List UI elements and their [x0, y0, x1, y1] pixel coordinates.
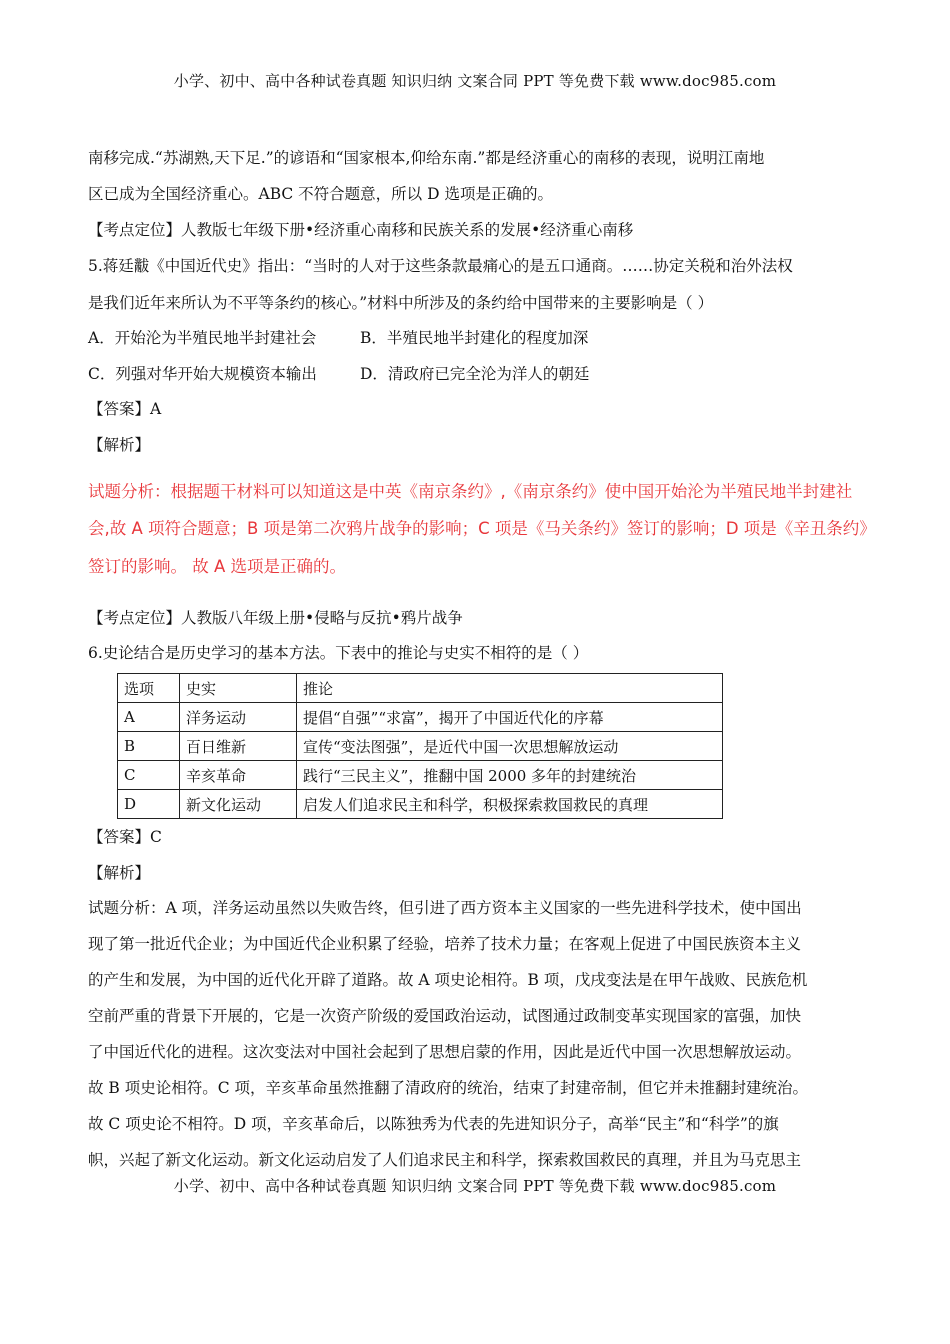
table-header-cell: 推论 — [297, 674, 723, 703]
table-cell: 提倡“自强”“求富”，揭开了中国近代化的序幕 — [297, 703, 723, 732]
q5-answer: 【答案】A — [88, 400, 162, 418]
table-cell: 新文化运动 — [180, 790, 297, 819]
q6-analysis-line: 试题分析：A 项，洋务运动虽然以失败告终，但引进了西方资本主义国家的一些先进科学技术，使中国出 — [88, 899, 802, 917]
q5-kaodian: 【考点定位】人教版八年级上册•侵略与反抗•鸦片战争 — [88, 609, 463, 627]
table-cell: 百日维新 — [180, 732, 297, 761]
q5-analysis-line-2: 会,故 A 项符合题意；B 项是第二次鸦片战争的影响；C 项是《马关条约》签订的影响；D 项是《辛丑条约》 — [88, 519, 876, 538]
table-cell: 践行“三民主义”，推翻中国 2000 多年的封建统治 — [297, 761, 723, 790]
q5-stem-line-2: 是我们近年来所认为不平等条约的核心。”材料中所涉及的条约给中国带来的主要影响是（ ） — [88, 294, 714, 312]
q5-option-c: C．列强对华开始大规模资本输出 — [88, 365, 317, 383]
table-cell: 宣传“变法图强”，是近代中国一次思想解放运动 — [297, 732, 723, 761]
q6-analysis-line: 的产生和发展，为中国的近代化开辟了道路。故 A 项史论相符。B 项，戊戌变法是在甲午战败、民族危机 — [88, 971, 808, 989]
table-cell: 辛亥革命 — [180, 761, 297, 790]
table-cell: D — [118, 790, 180, 819]
q5-option-b: B．半殖民地半封建化的程度加深 — [360, 329, 589, 347]
table-cell: A — [118, 703, 180, 732]
q5-analysis-label: 【解析】 — [88, 436, 151, 454]
q6-answer: 【答案】C — [88, 828, 162, 846]
q6-analysis-line: 故 C 项史论不相符。D 项，辛亥革命后，以陈独秀为代表的先进知识分子，高举“民主”和“科学”的旗 — [88, 1115, 779, 1133]
page-header: 小学、初中、高中各种试卷真题 知识归纳 文案合同 PPT 等免费下载 www.doc985.com — [173, 72, 777, 90]
prev-text-line-2: 区已成为全国经济重心。ABC 不符合题意，所以 D 选项是正确的。 — [88, 185, 553, 203]
q6-analysis-label: 【解析】 — [88, 864, 151, 882]
q5-stem-line-1: 5.蒋廷黻《中国近代史》指出：“当时的人对于这些条款最痛心的是五口通商。……协定关税和治外法权 — [88, 257, 793, 275]
table-row — [118, 790, 723, 819]
q5-option-d: D．清政府已完全沦为洋人的朝廷 — [360, 365, 590, 383]
q6-analysis-line: 现了第一批近代企业；为中国近代企业积累了经验，培养了技术力量；在客观上促进了中国民族资本主义 — [88, 935, 802, 953]
prev-text-line-1: 南移完成.“苏湖熟,天下足.”的谚语和“国家根本,仰给东南.”都是经济重心的南移的表现，说明江南地 — [88, 149, 765, 167]
table-header-cell: 史实 — [180, 674, 297, 703]
table-header-cell: 选项 — [118, 674, 180, 703]
q5-option-a: A．开始沦为半殖民地半封建社会 — [88, 329, 317, 347]
page-footer: 小学、初中、高中各种试卷真题 知识归纳 文案合同 PPT 等免费下载 www.doc985.com — [173, 1177, 777, 1195]
table-cell: C — [118, 761, 180, 790]
table-cell: B — [118, 732, 180, 761]
table-header-row — [118, 674, 723, 703]
table-row — [118, 703, 723, 732]
q6-stem: 6.史论结合是历史学习的基本方法。下表中的推论与史实不相符的是（ ） — [88, 644, 589, 662]
q5-analysis-line-1: 试题分析：根据题干材料可以知道这是中英《南京条约》,《南京条约》使中国开始沦为半殖民地半封建社 — [88, 482, 853, 501]
history-table — [117, 673, 723, 819]
q6-analysis-line: 故 B 项史论相符。C 项，辛亥革命虽然推翻了清政府的统治，结束了封建帝制，但它并未推翻封建统治。 — [88, 1079, 809, 1097]
table-cell: 洋务运动 — [180, 703, 297, 732]
q6-analysis-line: 了中国近代化的进程。这次变法对中国社会起到了思想启蒙的作用，因此是近代中国一次思想解放运动。 — [88, 1043, 802, 1061]
q5-analysis-line-3: 签订的影响。 故 A 选项是正确的。 — [88, 557, 347, 576]
q6-analysis-line: 空前严重的背景下开展的，它是一次资产阶级的爱国政治运动，试图通过政制变革实现国家的富强，加快 — [88, 1007, 802, 1025]
table-row — [118, 761, 723, 790]
q6-analysis-line: 帜，兴起了新文化运动。新文化运动启发了人们追求民主和科学，探索救国救民的真理，并且为马克思主 — [88, 1151, 802, 1169]
prev-kaodian: 【考点定位】人教版七年级下册•经济重心南移和民族关系的发展•经济重心南移 — [88, 221, 634, 239]
table-cell: 启发人们追求民主和科学，积极探索救国救民的真理 — [297, 790, 723, 819]
table-row — [118, 732, 723, 761]
